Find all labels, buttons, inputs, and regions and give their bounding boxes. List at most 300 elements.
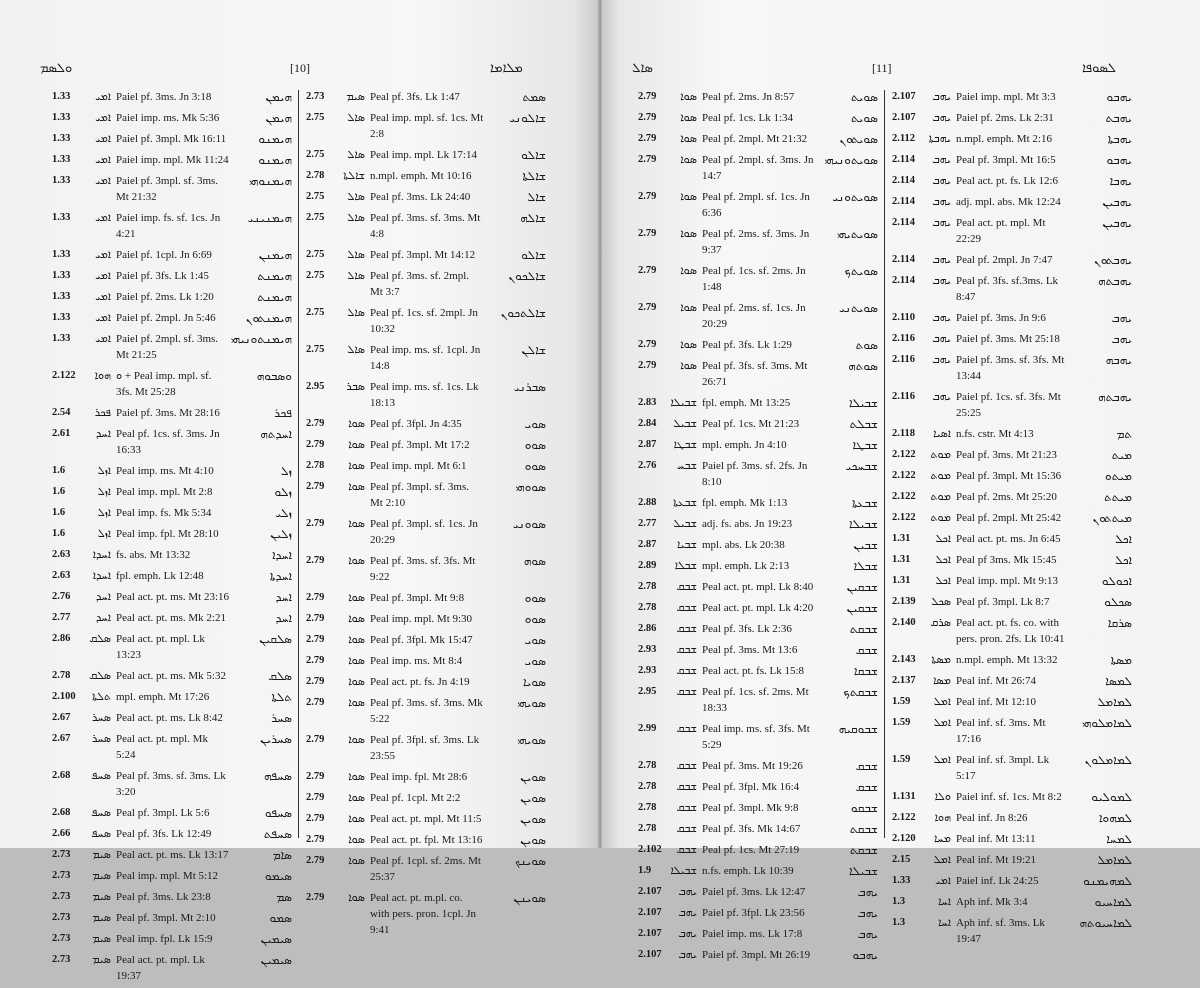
entry-reference-number: 2.79	[306, 676, 325, 687]
entry-root-syriac: ܐܡܝ	[95, 212, 111, 224]
entry-root-syriac: ܫܒܩ	[676, 823, 697, 835]
entry-parsing: n.fs. cstr. Mt 4:13	[956, 428, 1034, 440]
entry-word-syriac: ܐܚܕܐ	[272, 548, 292, 562]
entry-word-syriac: ܐܚܕܬܐ	[269, 569, 292, 583]
entry-root-syriac: ܣܘܐ	[348, 613, 365, 625]
entry-word-syriac: ܠܡܐܡܠ	[1097, 695, 1132, 709]
entry-row	[892, 651, 1132, 672]
entry-parsing: Peal inf. sf. 3ms. Mt 17:16	[956, 717, 1046, 745]
entry-reference-number: 2.78	[638, 602, 657, 613]
entry-parsing: Peal pf. 3ms. Lk 24:40	[370, 191, 471, 203]
entry-word-syriac: ܫܐܠܘ	[521, 248, 546, 262]
entry-root-syriac: ܣܝܡ	[92, 912, 111, 924]
entry-word-syriac: ܣܘܝܢ	[520, 812, 546, 826]
entry-root-syriac: ܐܡܝ	[95, 154, 111, 166]
entry-word-syriac: ܝܗܒ	[1111, 311, 1132, 325]
entry-parsing: Peal imp. mpl. Mt 9:13	[956, 575, 1059, 587]
entry-parsing: Peal pf. 3ms. sf. 2mpl. Mt 3:7	[370, 270, 469, 298]
entry-row	[892, 351, 1132, 388]
entry-word-syriac: ܣܘܝܬܝܗܝ	[836, 227, 878, 241]
entry-parsing: Paiel pf. 2mpl. sf. 3ms. Mt 21:25	[116, 333, 219, 361]
entry-root-syriac: ܐܡܝ	[935, 875, 951, 887]
entry-reference-number: 2.99	[638, 723, 657, 734]
entry-reference-number: 2.67	[52, 733, 71, 744]
entry-word-syriac: ܫܐܠܟܘܢ	[508, 269, 546, 283]
entry-word-syriac: ܙܠܝ	[275, 506, 292, 520]
entry-root-syriac: ܣܝܡ	[346, 91, 365, 103]
entry-root-syriac: ܐܚܕܐ	[92, 549, 111, 561]
entry-root-syriac: ܫܒܩ	[676, 781, 697, 793]
entry-parsing: Peal pf. 3mpl. Lk 5:6	[116, 807, 210, 819]
entry-root-syriac: ܣܘܐ	[348, 697, 365, 709]
entry-row	[892, 251, 1132, 272]
entry-root-syriac: ܐܙܠ	[97, 528, 111, 540]
entry-reference-number: 2.78	[638, 760, 657, 771]
entry-word-syriac: ܝܗܒܬܘܢ	[1094, 253, 1132, 267]
entry-reference-number: 2.78	[638, 802, 657, 813]
entry-row	[306, 631, 546, 652]
entry-row	[638, 536, 878, 557]
entry-root-syriac: ܐܡܠ	[933, 717, 951, 729]
entry-reference-number: 2.116	[892, 333, 916, 344]
entry-row	[52, 730, 292, 767]
entry-reference-number: 1.33	[52, 333, 71, 344]
entry-root-syriac: ܣܘܐ	[680, 228, 697, 240]
entry-reference-number: 2.75	[306, 307, 325, 318]
right-column-divider	[884, 90, 885, 838]
entry-row	[306, 852, 546, 889]
entry-row	[638, 925, 878, 946]
entry-parsing: Peal pf. 1cs. sf. 2ms. Mt 18:33	[702, 686, 809, 714]
entry-parsing: Peal act. pt. mpl. Lk 8:40	[702, 581, 814, 593]
entry-root-syriac: ܣܘܐ	[680, 112, 697, 124]
entry-reference-number: 2.78	[638, 581, 657, 592]
entry-root-syriac: ܫܒܝܠܐ	[670, 865, 697, 877]
entry-word-syriac: ܡܝܬܬ	[1104, 490, 1132, 504]
right-page-column-2	[892, 88, 1132, 945]
entry-reference-number: 2.114	[892, 275, 916, 286]
entry-reference-number: 2.79	[638, 112, 657, 123]
entry-word-syriac: ܫܒܩܝܢ	[846, 601, 878, 615]
entry-word-syriac: ܣܘܘ	[524, 438, 546, 452]
entry-word-syriac: ܣܘܘ	[524, 459, 546, 473]
entry-parsing: Peal pf. 2ms. sf. 3ms. Jn 9:37	[702, 228, 810, 256]
entry-word-syriac: ܣܘܝܐ	[523, 675, 546, 689]
entry-parsing: Paiel imp. mpl. Mk 11:24	[116, 154, 229, 166]
entry-word-syriac: ܫܐܠܢ	[521, 343, 546, 357]
entry-parsing: Peal imp. fpl. Mt 28:6	[370, 771, 468, 783]
entry-root-syriac: ܐܚܕ	[95, 612, 111, 624]
entry-root-syriac: ܫܒܩ	[676, 686, 697, 698]
entry-reference-number: 1.33	[892, 875, 911, 886]
entry-reference-number: 2.61	[52, 428, 71, 439]
entry-row	[638, 515, 878, 536]
entry-row	[638, 88, 878, 109]
entry-row	[892, 214, 1132, 251]
entry-word-syriac: ܫܒܩ	[855, 643, 878, 657]
entry-reference-number: 2.79	[306, 518, 325, 529]
entry-reference-number: 2.79	[306, 418, 325, 429]
entry-row	[638, 188, 878, 225]
entry-parsing: Peal pf. 3fpl. Jn 4:35	[370, 418, 462, 430]
entry-reference-number: 2.79	[638, 339, 657, 350]
entry-root-syriac: ܫܒܝܠ	[673, 518, 697, 530]
entry-row	[52, 483, 292, 504]
entry-word-syriac: ܣܘܝ	[524, 654, 546, 668]
entry-word-syriac: ܣܚܪ	[271, 711, 292, 725]
entry-row	[52, 630, 292, 667]
entry-reference-number: 1.33	[52, 249, 71, 260]
entry-reference-number: 2.114	[892, 154, 916, 165]
entry-parsing: Peal pf. 3mpl. sf. 1cs. Jn 20:29	[370, 518, 478, 546]
entry-word-syriac: ܫܒܝܠܐ	[849, 517, 878, 531]
entry-word-syriac: ܣܡ	[276, 890, 292, 904]
entry-parsing: Peal act. pt. fpl. Mt 13:16	[370, 834, 483, 846]
entry-row	[638, 557, 878, 578]
entry-root-syriac: ܣܪܩ	[930, 617, 951, 629]
entry-parsing: Peal act. pt. fs. Jn 4:19	[370, 676, 470, 688]
entry-parsing: mpl. abs. Lk 20:38	[702, 539, 785, 551]
entry-reference-number: 2.86	[638, 623, 657, 634]
entry-root-syriac: ܫܒܩ	[676, 602, 697, 614]
entry-row	[306, 109, 546, 146]
entry-parsing: Peal pf. 3fs. Mk 14:67	[702, 823, 801, 835]
entry-root-syriac: ܡܘܬ	[930, 470, 951, 482]
entry-root-syriac: ܐܡܝ	[95, 312, 111, 324]
entry-parsing: Paiel pf. 3ms. sf. 3fs. Mt 13:44	[956, 354, 1065, 382]
left-header-syriac-left: ܘܠܣܡ	[40, 60, 73, 75]
entry-reference-number: 1.59	[892, 696, 911, 707]
entry-word-syriac: ܝܗܒܬܗ	[1098, 390, 1132, 404]
entry-row	[892, 572, 1132, 593]
entry-parsing: Peal inf. Mt 12:10	[956, 696, 1037, 708]
entry-row	[892, 88, 1132, 109]
entry-parsing: Peal imp. mpl. Mt 5:12	[116, 870, 219, 882]
entry-word-syriac: ܣܘܝܬܘܢܝ	[832, 190, 878, 204]
entry-root-syriac: ܫܒܚ	[676, 460, 697, 472]
entry-root-syriac: ܝܗܒ	[932, 275, 951, 287]
entry-word-syriac: ܣܠܩ	[268, 669, 292, 683]
entry-parsing: Peal pf. 2mpl. sf. 1cs. Jn 6:36	[702, 191, 810, 219]
entry-parsing: Peal imp. ms. sf. 3fs. Mt 5:29	[702, 723, 810, 751]
entry-row	[892, 530, 1132, 551]
entry-parsing: Peal imp. ms. Mt 8:4	[370, 655, 463, 667]
entry-root-syriac: ܫܒܛܐ	[673, 439, 697, 451]
entry-reference-number: 2.122	[892, 812, 916, 823]
entry-word-syriac: ܙܠܘ	[274, 485, 292, 499]
entry-parsing: Paiel pf. 3ms. sf. 2fs. Jn 8:10	[702, 460, 808, 488]
entry-row	[52, 172, 292, 209]
entry-row	[52, 767, 292, 804]
entry-word-syriac: ܗܝܡܢܬܘܢܝܗܝ	[230, 332, 292, 346]
entry-root-syriac: ܣܝܡ	[92, 849, 111, 861]
entry-root-syriac: ܘܠܐ	[934, 791, 951, 803]
entry-reference-number: 2.78	[306, 460, 325, 471]
entry-root-syriac: ܐܙܠ	[97, 507, 111, 519]
entry-root-syriac: ܣܚܦ	[91, 770, 111, 782]
entry-root-syriac: ܣܘܐ	[348, 771, 365, 783]
entry-word-syriac: ܡܝܬ	[1111, 448, 1132, 462]
entry-root-syriac: ܐܚܐ	[938, 917, 951, 929]
entry-word-syriac: ܣܒܪܢܝ	[513, 380, 546, 394]
entry-root-syriac: ܣܘܐ	[680, 133, 697, 145]
left-page	[0, 0, 598, 982]
entry-row	[892, 467, 1132, 488]
entry-root-syriac: ܐܡܠ	[933, 854, 951, 866]
entry-reference-number: 2.79	[306, 834, 325, 845]
entry-reference-number: 2.137	[892, 675, 916, 686]
entry-word-syriac: ܫܒܥܬܐ	[852, 496, 878, 510]
entry-row	[52, 109, 292, 130]
entry-reference-number: 2.75	[306, 270, 325, 281]
entry-parsing: Peal inf. Mt 19:21	[956, 854, 1037, 866]
entry-reference-number: 2.83	[638, 397, 657, 408]
entry-row	[892, 809, 1132, 830]
entry-word-syriac: ܠܡܐܡܠ	[1097, 853, 1132, 867]
right-page-number: [11]	[872, 61, 892, 75]
entry-root-syriac: ܡܚܐ	[933, 833, 951, 845]
entry-reference-number: 1.131	[892, 791, 916, 802]
entry-root-syriac: ܣܘܐ	[348, 834, 365, 846]
entry-root-syriac: ܝܗܒ	[678, 886, 697, 898]
entry-word-syriac: ܣܝܡܝܢ	[260, 953, 292, 967]
entry-root-syriac: ܣܘܐ	[680, 91, 697, 103]
entry-word-syriac: ܫܐܠܘܢܝ	[509, 111, 546, 125]
entry-reference-number: 2.79	[638, 154, 657, 165]
entry-parsing: Peal pf. 3mpl. Mt 15:36	[956, 470, 1062, 482]
entry-parsing: Paiel imp. mpl. Mt 3:3	[956, 91, 1056, 103]
entry-parsing: Paiel pf. 3mpl. Mk 16:11	[116, 133, 227, 145]
entry-word-syriac: ܣܘܘܗܝ	[515, 480, 546, 494]
entry-word-syriac: ܝܗܒܗ	[1105, 353, 1132, 367]
entry-parsing: Peal pf. 3fpl. Mk 15:47	[370, 634, 473, 646]
entry-reference-number: 2.114	[892, 217, 916, 228]
entry-word-syriac: ܠܡܗܝܡܢܘ	[1083, 874, 1132, 888]
entry-reference-number: 2.116	[892, 391, 916, 402]
entry-row	[306, 589, 546, 610]
entry-word-syriac: ܣܘܝܬܢܝ	[838, 301, 878, 315]
entry-root-syriac: ܫܒܩ	[676, 723, 697, 735]
entry-parsing: n.mpl. emph. Mt 2:16	[956, 133, 1052, 145]
entry-word-syriac: ܫܒܩ	[855, 759, 878, 773]
entry-root-syriac: ܫܒܩ	[676, 844, 697, 856]
entry-word-syriac: ܣܘܘ	[524, 612, 546, 626]
entry-word-syriac: ܠܡܐܡܠܘܢ	[1084, 753, 1132, 767]
entry-root-syriac: ܐܡܝ	[95, 333, 111, 345]
entry-row	[306, 652, 546, 673]
entry-row	[638, 578, 878, 599]
entry-parsing: mpl. emph. Mt 17:26	[116, 691, 210, 703]
entry-parsing: Peal act. pt. fs. Lk 15:8	[702, 665, 805, 677]
entry-parsing: mpl. emph. Jn 4:10	[702, 439, 787, 451]
entry-parsing: Peal imp. fpl. Mt 28:10	[116, 528, 219, 540]
entry-root-syriac: ܣܐܠ	[347, 270, 365, 282]
entry-parsing: Peal act. pt. ms. Lk 13:17	[116, 849, 229, 861]
entry-parsing: ܘ + Peal imp. mpl. sf. 3fs. Mt 25:28	[116, 370, 212, 398]
entry-root-syriac: ܐܚܕ	[95, 428, 111, 440]
entry-parsing: Peal pf. 3fs. Lk 1:47	[370, 91, 460, 103]
entry-word-syriac: ܫܐܠܬܟܘܢ	[500, 306, 546, 320]
entry-parsing: n.mpl. emph. Mt 13:32	[956, 654, 1058, 666]
entry-parsing: Peal act. pt. mpl. Mt 11:5	[370, 813, 482, 825]
entry-parsing: Peal act. pt. mpl. Lk 13:23	[116, 633, 205, 661]
entry-root-syriac: ܐܡܠ	[933, 754, 951, 766]
entry-reference-number: 2.79	[306, 655, 325, 666]
entry-word-syriac: ܗܝܡܢܬ	[257, 290, 292, 304]
entry-row	[638, 415, 878, 436]
entry-parsing: Aph inf. sf. 3ms. Lk 19:47	[956, 917, 1045, 945]
entry-reference-number: 2.77	[638, 518, 657, 529]
entry-root-syriac: ܣܘܐ	[348, 592, 365, 604]
entry-reference-number: 1.33	[52, 133, 71, 144]
entry-root-syriac: ܫܒܠܐ	[674, 560, 697, 572]
entry-row	[306, 246, 546, 267]
entry-word-syriac: ܠܡܚܐ	[1106, 832, 1132, 846]
entry-reference-number: 2.116	[892, 354, 916, 365]
entry-word-syriac: ܣܘܝܬܘܢ	[839, 132, 878, 146]
entry-reference-number: 1.31	[892, 575, 911, 586]
entry-parsing: Peal pf. 3mpl. Mt 16:5	[956, 154, 1056, 166]
entry-row	[638, 946, 878, 967]
entry-row	[52, 567, 292, 588]
entry-root-syriac: ܝܗܒ	[932, 91, 951, 103]
entry-row	[638, 799, 878, 820]
entry-row	[638, 662, 878, 683]
entry-parsing: Peal pf. 3ms. sf. 3ms. Mt 4:8	[370, 212, 481, 240]
entry-reference-number: 2.122	[892, 470, 916, 481]
entry-word-syriac: ܣܘܝܢ	[520, 791, 546, 805]
entry-row	[52, 825, 292, 846]
entry-word-syriac: ܗܝܡܢ	[265, 111, 292, 125]
entry-parsing: Paiel imp. fs. sf. 1cs. Jn 4:21	[116, 212, 221, 240]
entry-row	[52, 909, 292, 930]
entry-row	[638, 494, 878, 515]
entry-reference-number: 2.122	[52, 370, 76, 381]
entry-reference-number: 2.114	[892, 254, 916, 265]
entry-root-syriac: ܫܒܩ	[676, 760, 697, 772]
entry-parsing: Peal pf. 3fs. sf. 3ms. Mt 26:71	[702, 360, 808, 388]
entry-row	[306, 415, 546, 436]
entry-parsing: Peal pf. 1cpl. sf. 2ms. Mt 25:37	[370, 855, 481, 883]
entry-reference-number: 2.79	[638, 133, 657, 144]
entry-reference-number: 2.79	[306, 792, 325, 803]
entry-word-syriac: ܫܒܩܬ	[849, 843, 878, 857]
entry-row	[306, 731, 546, 768]
entry-reference-number: 2.79	[638, 360, 657, 371]
entry-word-syriac: ܐܟܠ	[1114, 553, 1132, 567]
entry-root-syriac: ܣܘܐ	[348, 418, 365, 430]
entry-reference-number: 2.114	[892, 196, 916, 207]
entry-parsing: Peal imp. mpl. Mt 6:1	[370, 460, 467, 472]
entry-root-syriac: ܣܝܡ	[92, 933, 111, 945]
entry-root-syriac: ܣܝܡ	[92, 891, 111, 903]
entry-root-syriac: ܫܒܩ	[676, 665, 697, 677]
entry-word-syriac: ܣܘܬ	[855, 338, 878, 352]
entry-root-syriac: ܐܚܕ	[95, 591, 111, 603]
entry-row	[892, 330, 1132, 351]
entry-word-syriac: ܣܘܝܗܝ	[517, 733, 546, 747]
entry-root-syriac: ܣܐܠ	[347, 344, 365, 356]
entry-word-syriac: ܝܗܒܬܗ	[1098, 274, 1132, 288]
entry-reference-number: 2.76	[52, 591, 71, 602]
entry-reference-number: 1.33	[52, 212, 71, 223]
entry-reference-number: 2.122	[892, 449, 916, 460]
entry-row	[892, 672, 1132, 693]
entry-word-syriac: ܫܒܝܢ	[853, 538, 878, 552]
entry-row	[638, 262, 878, 299]
entry-reference-number: 2.102	[638, 844, 662, 855]
entry-word-syriac: ܫܒܩܬ	[849, 822, 878, 836]
entry-row	[892, 309, 1132, 330]
entry-row	[638, 841, 878, 862]
entry-root-syriac: ܫܐܠܬܐ	[343, 170, 365, 182]
entry-root-syriac: ܣܠܩ	[89, 633, 111, 645]
entry-root-syriac: ܣܘܐ	[348, 518, 365, 530]
entry-parsing: Peal pf. 3mpl. Mt 17:2	[370, 439, 470, 451]
entry-reference-number: 2.93	[638, 644, 657, 655]
entry-reference-number: 2.122	[892, 512, 916, 523]
entry-root-syriac: ܣܘܐ	[348, 813, 365, 825]
entry-word-syriac: ܐܚܕ	[275, 590, 292, 604]
entry-parsing: Peal inf. Jn 8:26	[956, 812, 1028, 824]
entry-reference-number: 2.75	[306, 112, 325, 123]
entry-word-syriac: ܣܘܝܬ	[850, 90, 878, 104]
entry-reference-number: 2.93	[638, 665, 657, 676]
entry-row	[52, 309, 292, 330]
entry-word-syriac: ܣܘܬܗ	[848, 359, 878, 373]
entry-root-syriac: ܝܗܒ	[678, 928, 697, 940]
entry-parsing: Peal act. pt. ms. Lk 8:42	[116, 712, 223, 724]
entry-word-syriac: ܣܘܝ	[524, 417, 546, 431]
entry-reference-number: 2.107	[892, 91, 916, 102]
entry-reference-number: 2.77	[52, 612, 71, 623]
entry-parsing: Peal pf. 3fpl. sf. 3ms. Lk 23:55	[370, 734, 480, 762]
entry-reference-number: 2.79	[306, 855, 325, 866]
entry-reference-number: 1.33	[52, 154, 71, 165]
entry-root-syriac: ܣܚܪ	[91, 733, 111, 745]
entry-word-syriac: ܐܟܘܠܘ	[1101, 574, 1132, 588]
entry-root-syriac: ܣܐܠ	[347, 191, 365, 203]
entry-word-syriac: ܫܒܘܩܝܗ	[838, 722, 878, 736]
entry-word-syriac: ܣܐܡ	[272, 848, 292, 862]
entry-word-syriac: ܐܚܕܬܗ	[260, 427, 292, 441]
entry-row	[52, 609, 292, 630]
entry-parsing: Peal imp. fpl. Lk 15:9	[116, 933, 213, 945]
entry-row	[52, 709, 292, 730]
entry-root-syriac: ܣܚܪ	[91, 712, 111, 724]
entry-root-syriac: ܐܚܐ	[938, 896, 951, 908]
entry-root-syriac: ܫܒܩ	[676, 644, 697, 656]
entry-parsing: Peal act. pt. mpl. Lk 19:37	[116, 954, 205, 982]
entry-parsing: Paiel pf. 3ms. Mt 28:16	[116, 407, 220, 419]
entry-root-syriac: ܝܗܒ	[932, 154, 951, 166]
entry-root-syriac: ܐܡܝ	[95, 270, 111, 282]
entry-reference-number: 2.107	[638, 886, 662, 897]
entry-parsing: Paiel pf. 2ms. Lk 1:20	[116, 291, 214, 303]
entry-word-syriac: ܗܝܡܢܬܘܢ	[245, 311, 292, 325]
entry-reference-number: 2.107	[638, 907, 662, 918]
entry-reference-number: 2.76	[638, 460, 657, 471]
entry-word-syriac: ܫܒܠܐ	[853, 559, 878, 573]
entry-root-syriac: ܣܘܐ	[348, 634, 365, 646]
entry-root-syriac: ܝܗܒ	[932, 254, 951, 266]
right-header-syriac-right: ܠܣܘܦܐ	[1082, 60, 1116, 75]
entry-reference-number: 2.54	[52, 407, 71, 418]
entry-parsing: Peal pf. 3mpl. Mt 14:12	[370, 249, 476, 261]
entry-word-syriac: ܝܗܒ	[857, 927, 878, 941]
entry-row	[892, 614, 1132, 651]
entry-parsing: Peal imp. mpl. Mt 9:30	[370, 613, 473, 625]
